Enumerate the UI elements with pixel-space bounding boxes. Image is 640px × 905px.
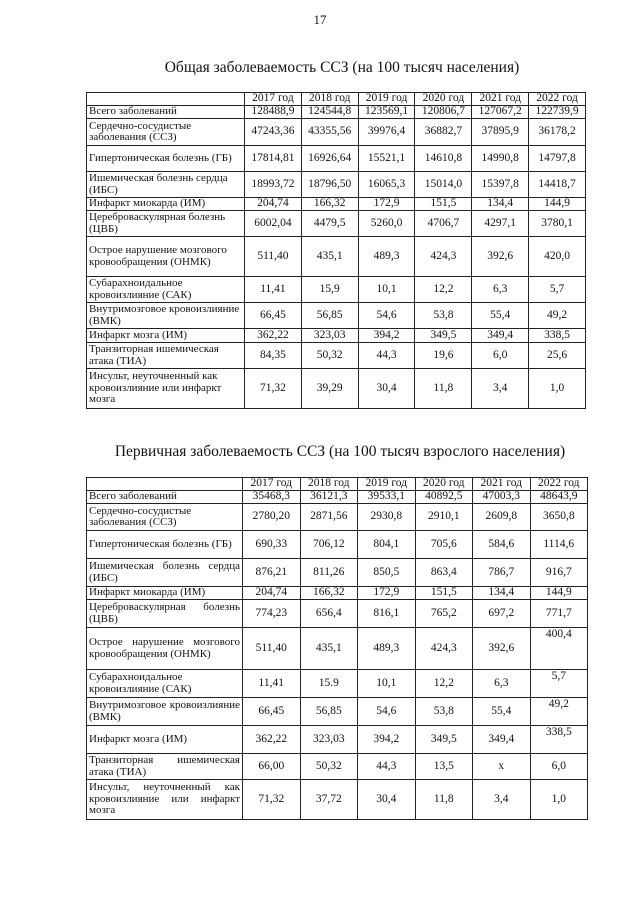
- row-label: Цереброваскулярная болезнь (ЦВБ): [87, 211, 245, 237]
- table-row: [87, 504, 588, 531]
- value-cell: 84,35: [245, 343, 302, 369]
- value-cell: 71,32: [243, 780, 301, 820]
- table-row: [87, 119, 586, 146]
- value-cell: 3780,1: [529, 211, 586, 237]
- table-row: [87, 343, 586, 369]
- value-cell: 786,7: [473, 559, 531, 587]
- value-cell: 10,1: [358, 277, 415, 303]
- row-label: Гипертоническая болезнь (ГБ): [87, 146, 245, 172]
- row-label: Субарахноидальное кровоизлияние (САК): [87, 670, 243, 698]
- row-label: Всего заболеваний: [87, 491, 243, 504]
- value-cell: 36882,7: [415, 119, 472, 146]
- value-cell: 47243,36: [245, 119, 302, 146]
- value-cell: 15.9: [300, 670, 358, 698]
- row-label: Транзиторная ишемическая атака (ТИА): [87, 343, 245, 369]
- value-cell: 12,2: [415, 277, 472, 303]
- value-cell: 394,2: [358, 726, 416, 754]
- table-row: [87, 587, 588, 600]
- value-cell: 71,32: [245, 369, 302, 409]
- value-cell: 5260,0: [358, 211, 415, 237]
- table-row: [87, 303, 586, 329]
- value-cell: 30,4: [358, 369, 415, 409]
- value-cell: 49,2: [530, 698, 588, 726]
- value-cell: 14610,8: [415, 146, 472, 172]
- value-cell: 122739,9: [529, 106, 586, 119]
- value-cell: 16926,64: [301, 146, 358, 172]
- value-cell: 48643,9: [530, 491, 588, 504]
- value-cell: 144,9: [530, 587, 588, 600]
- value-cell: 43355,56: [301, 119, 358, 146]
- value-cell: 706,12: [300, 531, 358, 559]
- value-cell: 18796,50: [301, 172, 358, 198]
- value-cell: 17814,81: [245, 146, 302, 172]
- table-row: [87, 559, 588, 587]
- year-header-cell: 2017 год: [245, 93, 302, 106]
- value-cell: 151,5: [415, 587, 473, 600]
- value-cell: 172,9: [358, 198, 415, 211]
- value-cell: 56,85: [300, 698, 358, 726]
- value-cell: 14418,7: [529, 172, 586, 198]
- row-label: Острое нарушение мозгового кровообращения (ОНМК): [87, 628, 243, 670]
- value-cell: 11,41: [243, 670, 301, 698]
- value-cell: 765,2: [415, 600, 473, 628]
- year-header-cell: 2017 год: [243, 478, 301, 491]
- row-label: Внутримозговое кровоизлияние (ВМК): [87, 698, 243, 726]
- year-header-cell: 2020 год: [415, 93, 472, 106]
- table-row: [87, 600, 588, 628]
- row-label: Гипертоническая болезнь (ГБ): [87, 531, 243, 559]
- value-cell: 916,7: [530, 559, 588, 587]
- table-row: [87, 106, 586, 119]
- value-cell: 435,1: [301, 237, 358, 277]
- value-cell: 400,4: [530, 628, 588, 670]
- value-cell: 66,00: [243, 754, 301, 780]
- year-header-cell: 2021 год: [472, 93, 529, 106]
- row-label: Инфаркт миокарда (ИМ): [87, 587, 243, 600]
- row-label: Острое нарушение мозгового кровообращения (ОНМК): [87, 237, 245, 277]
- value-cell: 2609,8: [473, 504, 531, 531]
- value-cell: 424,3: [415, 237, 472, 277]
- value-cell: 656,4: [300, 600, 358, 628]
- header-row: [87, 93, 586, 106]
- row-label: Инсульт, неуточненный как кровоизлияние или инфаркт мозга: [87, 369, 245, 409]
- value-cell: 11,8: [415, 780, 473, 820]
- value-cell: 863,4: [415, 559, 473, 587]
- value-cell: 4706,7: [415, 211, 472, 237]
- value-cell: 4297,1: [472, 211, 529, 237]
- value-cell: 511,40: [243, 628, 301, 670]
- value-cell: 771,7: [530, 600, 588, 628]
- row-label: Инсульт, неуточненный как кровоизлияние или инфаркт мозга: [87, 780, 243, 820]
- value-cell: 128488,9: [245, 106, 302, 119]
- value-cell: 204,74: [245, 198, 302, 211]
- value-cell: 349,4: [473, 726, 531, 754]
- value-cell: 54,6: [358, 303, 415, 329]
- value-cell: 5,7: [530, 670, 588, 698]
- value-cell: 362,22: [243, 726, 301, 754]
- value-cell: 850,5: [358, 559, 416, 587]
- value-cell: 392,6: [473, 628, 531, 670]
- year-header-cell: 2019 год: [358, 478, 416, 491]
- value-cell: 349,5: [415, 329, 472, 343]
- value-cell: 705,6: [415, 531, 473, 559]
- value-cell: 18993,72: [245, 172, 302, 198]
- table-row: [87, 726, 588, 754]
- value-cell: 323,03: [300, 726, 358, 754]
- value-cell: 134,4: [473, 587, 531, 600]
- value-cell: 6,3: [472, 277, 529, 303]
- table-row: [87, 172, 586, 198]
- value-cell: 127067,2: [472, 106, 529, 119]
- value-cell: 394,2: [358, 329, 415, 343]
- row-label: Внутримозговое кровоизлияние (ВМК): [87, 303, 245, 329]
- value-cell: 1,0: [529, 369, 586, 409]
- value-cell: 15014,0: [415, 172, 472, 198]
- value-cell: 697,2: [473, 600, 531, 628]
- year-header-cell: 2018 год: [300, 478, 358, 491]
- value-cell: 1,0: [530, 780, 588, 820]
- value-cell: 12,2: [415, 670, 473, 698]
- value-cell: 11,8: [415, 369, 472, 409]
- value-cell: 690,33: [243, 531, 301, 559]
- row-label: Субарахноидальное кровоизлияние (САК): [87, 277, 245, 303]
- row-label: Инфаркт мозга (ИМ): [87, 329, 245, 343]
- value-cell: 15,9: [301, 277, 358, 303]
- value-cell: 489,3: [358, 237, 415, 277]
- table-row: [87, 698, 588, 726]
- value-cell: 584,6: [473, 531, 531, 559]
- value-cell: 2930,8: [358, 504, 416, 531]
- value-cell: 66,45: [243, 698, 301, 726]
- value-cell: 47003,3: [473, 491, 531, 504]
- value-cell: 40892,5: [415, 491, 473, 504]
- value-cell: 3,4: [472, 369, 529, 409]
- value-cell: 30,4: [358, 780, 416, 820]
- header-cell-empty: [87, 93, 245, 106]
- value-cell: 5,7: [529, 277, 586, 303]
- value-cell: 6,0: [530, 754, 588, 780]
- value-cell: 349,4: [472, 329, 529, 343]
- value-cell: 362,22: [245, 329, 302, 343]
- value-cell: 49,2: [529, 303, 586, 329]
- table2-title: Первичная заболеваемость ССЗ (на 100 тысяч взрослого населения): [114, 443, 566, 460]
- value-cell: 66,45: [245, 303, 302, 329]
- value-cell: 37895,9: [472, 119, 529, 146]
- value-cell: 44,3: [358, 343, 415, 369]
- value-cell: 36121,3: [300, 491, 358, 504]
- primary-morbidity-table: [86, 477, 588, 820]
- page-number: 17: [313, 12, 327, 27]
- value-cell: 39976,4: [358, 119, 415, 146]
- value-cell: 6002,04: [245, 211, 302, 237]
- table-row: [87, 369, 586, 409]
- value-cell: 1114,6: [530, 531, 588, 559]
- value-cell: 804,1: [358, 531, 416, 559]
- table-row: [87, 237, 586, 277]
- value-cell: 349,5: [415, 726, 473, 754]
- value-cell: 19,6: [415, 343, 472, 369]
- year-header-cell: 2022 год: [530, 478, 588, 491]
- value-cell: 4479,5: [301, 211, 358, 237]
- value-cell: 144,9: [529, 198, 586, 211]
- value-cell: 134,4: [472, 198, 529, 211]
- general-morbidity-table: [86, 92, 586, 409]
- value-cell: 36178,2: [529, 119, 586, 146]
- value-cell: 123569,1: [358, 106, 415, 119]
- row-label: Инфаркт мозга (ИМ): [87, 726, 243, 754]
- value-cell: 774,23: [243, 600, 301, 628]
- value-cell: 2780,20: [243, 504, 301, 531]
- row-label: Сердечно-сосудистые заболевания (ССЗ): [87, 119, 245, 146]
- value-cell: 15397,8: [472, 172, 529, 198]
- row-label: Всего заболеваний: [87, 106, 245, 119]
- table-row: [87, 329, 586, 343]
- table-row: [87, 780, 588, 820]
- value-cell: 50,32: [300, 754, 358, 780]
- table-row: [87, 277, 586, 303]
- value-cell: 392,6: [472, 237, 529, 277]
- value-cell: 435,1: [300, 628, 358, 670]
- value-cell: 424,3: [415, 628, 473, 670]
- value-cell: 53,8: [415, 698, 473, 726]
- year-header-cell: 2020 год: [415, 478, 473, 491]
- value-cell: 56,85: [301, 303, 358, 329]
- value-cell: х: [473, 754, 531, 780]
- year-header-cell: 2022 год: [529, 93, 586, 106]
- value-cell: 6,3: [473, 670, 531, 698]
- value-cell: 11,41: [245, 277, 302, 303]
- value-cell: 50,32: [301, 343, 358, 369]
- value-cell: 338,5: [530, 726, 588, 754]
- row-label: Транзиторная ишемическая атака (ТИА): [87, 754, 243, 780]
- value-cell: 14990,8: [472, 146, 529, 172]
- value-cell: 489,3: [358, 628, 416, 670]
- row-label: Ишемическая болезнь сердца (ИБС): [87, 172, 245, 198]
- value-cell: 10,1: [358, 670, 416, 698]
- value-cell: 124544,8: [301, 106, 358, 119]
- table-row: [87, 491, 588, 504]
- value-cell: 15521,1: [358, 146, 415, 172]
- value-cell: 816,1: [358, 600, 416, 628]
- value-cell: 323,03: [301, 329, 358, 343]
- value-cell: 39533,1: [358, 491, 416, 504]
- value-cell: 338,5: [529, 329, 586, 343]
- value-cell: 511,40: [245, 237, 302, 277]
- value-cell: 876,21: [243, 559, 301, 587]
- value-cell: 166,32: [300, 587, 358, 600]
- year-header-cell: 2018 год: [301, 93, 358, 106]
- value-cell: 151,5: [415, 198, 472, 211]
- value-cell: 6,0: [472, 343, 529, 369]
- value-cell: 14797,8: [529, 146, 586, 172]
- value-cell: 25,6: [529, 343, 586, 369]
- row-label: Инфаркт миокарда (ИМ): [87, 198, 245, 211]
- value-cell: 3,4: [473, 780, 531, 820]
- header-row: [87, 478, 588, 491]
- value-cell: 166,32: [301, 198, 358, 211]
- value-cell: 811,26: [300, 559, 358, 587]
- value-cell: 54,6: [358, 698, 416, 726]
- value-cell: 55,4: [472, 303, 529, 329]
- value-cell: 420,0: [529, 237, 586, 277]
- value-cell: 13,5: [415, 754, 473, 780]
- row-label: Сердечно-сосудистые заболевания (ССЗ): [87, 504, 243, 531]
- header-cell-empty: [87, 478, 243, 491]
- value-cell: 35468,3: [243, 491, 301, 504]
- table-row: [87, 754, 588, 780]
- table-row: [87, 198, 586, 211]
- value-cell: 204,74: [243, 587, 301, 600]
- value-cell: 2871,56: [300, 504, 358, 531]
- value-cell: 55,4: [473, 698, 531, 726]
- table-row: [87, 531, 588, 559]
- table-row: [87, 146, 586, 172]
- table1-title: Общая заболеваемость ССЗ (на 100 тысяч населения): [164, 59, 520, 76]
- value-cell: 53,8: [415, 303, 472, 329]
- value-cell: 3650,8: [530, 504, 588, 531]
- table-row: [87, 628, 588, 670]
- value-cell: 44,3: [358, 754, 416, 780]
- value-cell: 16065,3: [358, 172, 415, 198]
- value-cell: 120806,7: [415, 106, 472, 119]
- value-cell: 39,29: [301, 369, 358, 409]
- value-cell: 172,9: [358, 587, 416, 600]
- value-cell: 2910,1: [415, 504, 473, 531]
- year-header-cell: 2021 год: [473, 478, 531, 491]
- year-header-cell: 2019 год: [358, 93, 415, 106]
- value-cell: 37,72: [300, 780, 358, 820]
- row-label: Цереброваскулярная болезнь (ЦВБ): [87, 600, 243, 628]
- table-row: [87, 670, 588, 698]
- row-label: Ишемическая болезнь сердца (ИБС): [87, 559, 243, 587]
- table-row: [87, 211, 586, 237]
